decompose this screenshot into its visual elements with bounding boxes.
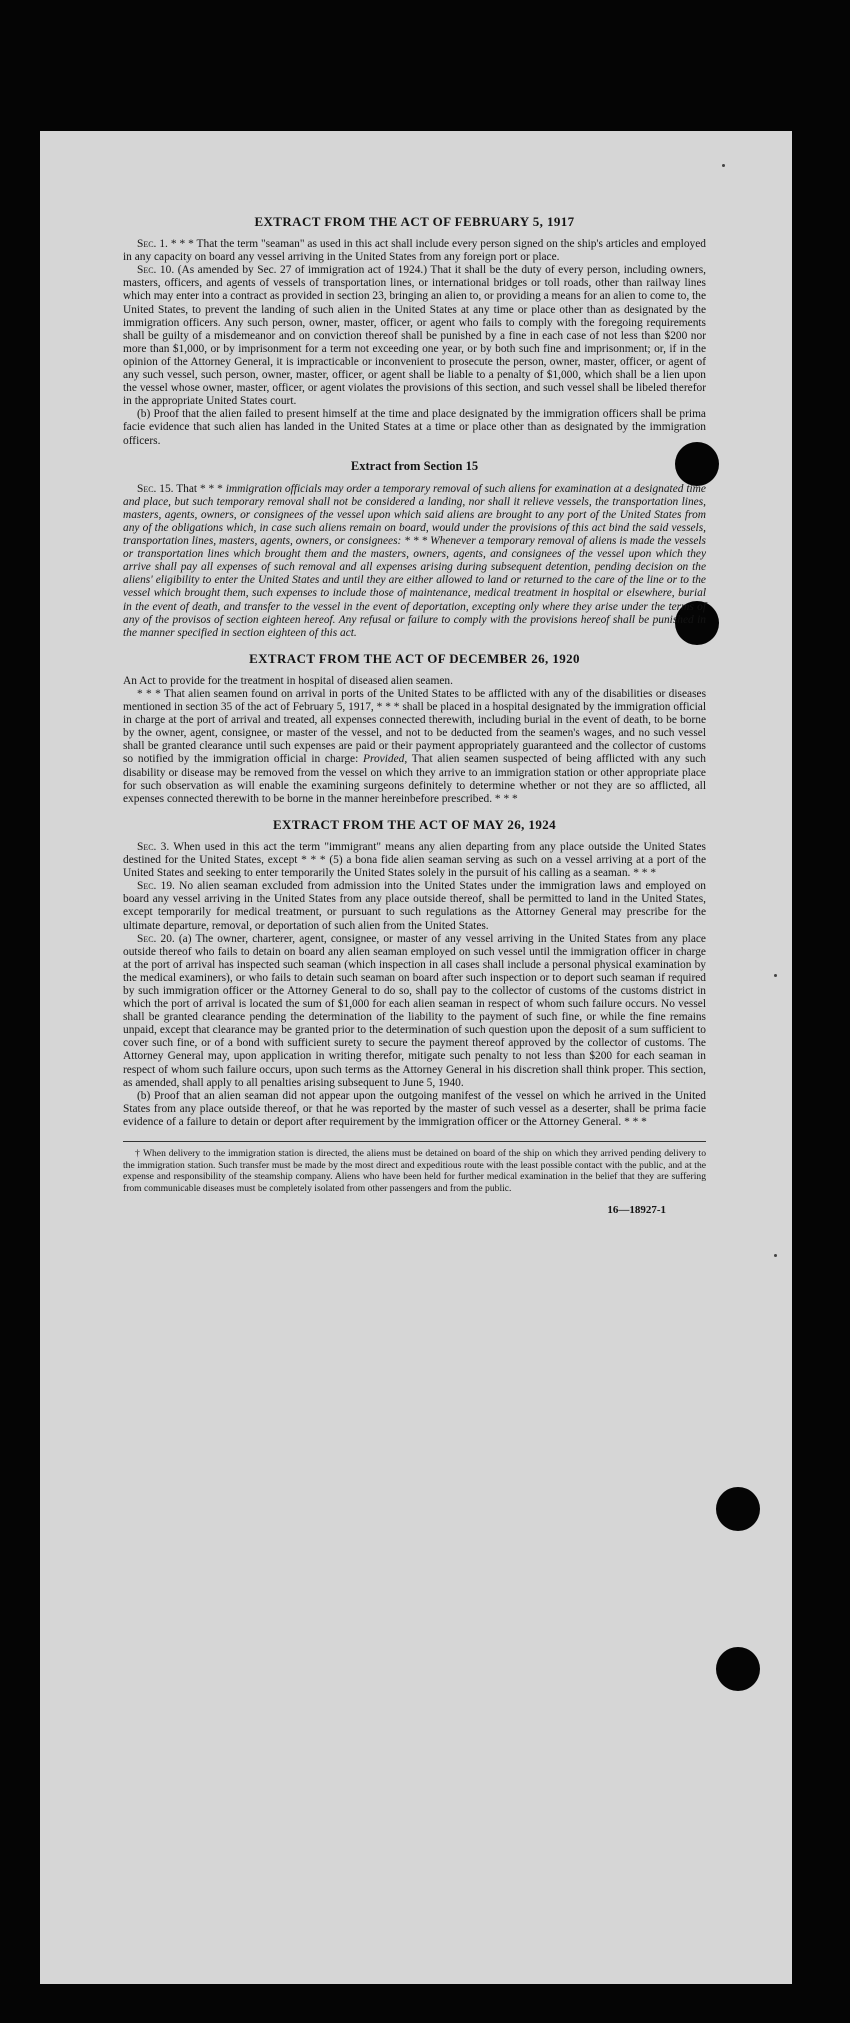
sec-20b-paragraph: (b) Proof that an alien seaman did not appear upon the outgoing manifest of the vessel on which he arrived in the United States from any place outside thereof, or that he was reported by the master of such vessel as a deserter, shall be prima facie evidence of a failure to detain or deport after requirement by the immigration officer or the Attorney General. * * * xyxy=(123,1089,706,1128)
act-1920-title: An Act to provide for the treatment in hospital of diseased alien seamen. xyxy=(123,674,453,687)
footnote-divider xyxy=(123,1141,706,1142)
sec-15-lead: That * * * xyxy=(176,482,223,495)
sec-19-label: Sec. 19. xyxy=(137,880,175,893)
speck-3 xyxy=(774,1254,777,1257)
sec-10-paragraph xyxy=(123,264,706,408)
act-1924-heading: EXTRACT FROM THE ACT OF MAY 26, 1924 xyxy=(272,816,557,832)
sec-10b-paragraph: (b) Proof that the alien failed to present himself at the time and place designated by the immigration officers shall be prima facie evidence that such alien has landed in the United States at a time or place other than as designated by the immigration officers. xyxy=(123,408,706,447)
act-1920-text2: That alien seamen suspected of being afflicted with any such disability or disease may be removed from the vessel on which they arrive to an immigration station or other appropriate place for such observation as will enable the examining surgeons definitely to determine whether or not they are so afflicted, all expenses connected therewith to be borne in the manner hereinbefore prescribed. * * * xyxy=(123,753,706,805)
act-1920-heading: EXTRACT FROM THE ACT OF DECEMBER 26, 1920 xyxy=(249,650,580,666)
footnote: † When delivery to the immigration station is directed, the aliens must be detained on board of the ship on which they arrived pending delivery to the immigration station. Such transfer must be made by the most direct and expeditious route with the least possible contact with the public, and at the expense and responsibility of the steamship company. Aliens who have been held for further medical examination in the belief that they are suffering from communicable diseases must be completely isolated from other passengers and from the public. xyxy=(123,1148,706,1194)
act-1917-section xyxy=(123,215,706,448)
sec-3-label: Sec. 3. xyxy=(137,840,170,853)
sec-20-text: (a) The owner, charterer, agent, consignee, or master of any vessel arriving in the United States from any place outside thereof who fails to detain on board any alien seaman employed on such vessel until the immigration officer in charge at the port of arrival has inspected such seaman (which inspection in all cases shall include a personal physical examination by the medical examiners), or who fails to detain such seaman on board after such inspection or to deport such seaman if required by such immigration officer or the Attorney General to do so, shall pay to the collector of customs of the customs district in which the port of arrival is located the sum of $1,000 for each alien seaman in respect of whom such failure occurs. No vessel shall be granted clearance pending the determination of the liability to the payment of such fine, or while the fine remains unpaid, except that clearance may be granted prior to the determination of such question upon the deposit of a sum sufficient to cover such fine, or of a bond with sufficient surety to secure the payment thereof approved by the collector of customs. The Attorney General may, upon application in writing therefor, mitigate such penalty to not less than $200 for each seaman in respect of whom such failure occurs, upon such terms as the Attorney General in his discretion shall think proper. This section, as amended, shall apply to all penalties arising subsequent to June 5, 1940. xyxy=(123,932,706,1089)
sec-15-label: Sec. 15. xyxy=(137,482,174,495)
section-15-extract xyxy=(123,460,706,640)
sec-19-paragraph xyxy=(123,880,706,932)
act-1920-provided: Provided, xyxy=(363,753,408,766)
speck-1 xyxy=(722,164,725,167)
sec-15-text: immigration officials may order a temporary removal of such aliens for examination at a designated time and place, but such temporary removal shall not be considered a landing, nor shall it relieve vessels, the transportation lines, masters, agents, owners, or consignees of the vessel upon which said aliens are brought to any port of the United States from any of the obligations which, in case such aliens remain on board, would under the provisions of this act bind the said vessels, transportation lines, masters, agents, owners, or consignees: * * * Whenever a temporary removal of aliens is made the vessels or transportation lines which brought them and the masters, owners, agents, and consignees of the vessel upon which they arrive shall pay all expenses of such removal and all expenses arising during subsequent detention, pending decision on the aliens' eligibility to enter the United States and until they are either allowed to land or returned to the care of the line or to the vessel which brought them, such expenses to include those of maintenance, medical treatment in hospital or elsewhere, burial in the event of death, and transfer to the vessel in the event of deportation, excepting only where they arise under the terms of any of the provisos of section eighteen hereof. Any refusal or failure to comply with the provisions hereof shall be punished in the manner specified in section eighteen of this act. xyxy=(123,482,706,639)
punch-hole-3 xyxy=(716,1487,760,1531)
speck-2 xyxy=(774,974,777,977)
sec-1-label: Sec. 1. xyxy=(137,238,168,251)
act-1920-paragraph xyxy=(123,688,706,806)
sec-1-paragraph xyxy=(123,238,706,264)
form-number: 16—18927-1 xyxy=(607,1204,666,1217)
sec-20-paragraph xyxy=(123,933,706,1090)
section-15-heading: Extract from Section 15 xyxy=(350,458,479,473)
sec-1-text: * * * That the term "seaman" as used in this act shall include every person signed on the ship's articles and employed in any capacity on board any vessel arriving in the United States from any foreign port or place. xyxy=(123,238,706,264)
act-1924-section xyxy=(123,818,706,1129)
sec-3-paragraph xyxy=(123,841,706,880)
sec-15-paragraph xyxy=(123,483,706,640)
sec-20-label: Sec. 20. xyxy=(137,932,175,945)
sec-10-text: (As amended by Sec. 27 of immigration act of 1924.) That it shall be the duty of every person, including owners, masters, officers, and agents of vessels of transportation lines, or international bridges or toll roads, other than railway lines which may enter into a contract as provided in section 23, bringing an alien to, or providing a means for an alien to come to, the United States, to prevent the landing of such alien in the United States at any time or place other than as designated by the immigration officers. Any such person, owner, master, officer, or agent who fails to comply with the foregoing requirements shall be guilty of a misdemeanor and on conviction thereof shall be punished by a fine in each case of not less than $200 nor more than $1,000, or by imprisonment for a term not exceeding one year, or by both such fine and imprisonment; or, if in the opinion of the Attorney General, it is impracticable or inconvenient to prosecute the person, owner, master, officer, or agent of any such vessel, such person, owner, master, officer, or agent shall be liable to a penalty of $1,000, which shall be a lien upon the vessel whose owner, master, officer, or agent violates the provisions of this section, and such vessel shall be libeled therefor in the appropriate United States court. xyxy=(123,264,706,408)
act-1920-section xyxy=(123,652,706,806)
document-text xyxy=(123,215,706,1217)
document-page xyxy=(40,131,792,1984)
sec-19-text: No alien seaman excluded from admission into the United States under the immigration laws and employed on board any vessel arriving in the United States from any place outside thereof, shall be permitted to land in the United States, except temporarily for medical treatment, or pursuant to such regulations as the Attorney General may prescribe for the ultimate departure, removal, or deportation of such alien from the United States. xyxy=(123,880,706,932)
sec-3-text: When used in this act the term "immigrant" means any alien departing from any place outside the United States destined for the United States, except * * * (5) a bona fide alien seaman serving as such on a vessel arriving at a port of the United States and seeking to enter temporarily the United States solely in the pursuit of his calling as a seaman. * * * xyxy=(123,840,706,880)
punch-hole-4 xyxy=(716,1647,760,1691)
sec-10-label: Sec. 10. xyxy=(137,264,175,277)
act-1917-heading: EXTRACT FROM THE ACT OF FEBRUARY 5, 1917 xyxy=(254,214,575,229)
act-1920-text: * * * That alien seamen found on arrival in ports of the United States to be afflicted with any of the disabilities or diseases mentioned in section 35 of the act of February 5, 1917, * * * shall be placed in a hospital designated by the immigration official in charge at the port of arrival and treated, all expenses connected therewith, including burial in the event of death, to be borne by the owner, agent, consignee, or master of the vessel, and not to be deducted from the seamen's wages, and no such vessel shall be granted clearance until such expenses are paid or their payment appropriately guaranteed and the collector of customs so notified by the immigration official in charge: xyxy=(123,688,706,766)
